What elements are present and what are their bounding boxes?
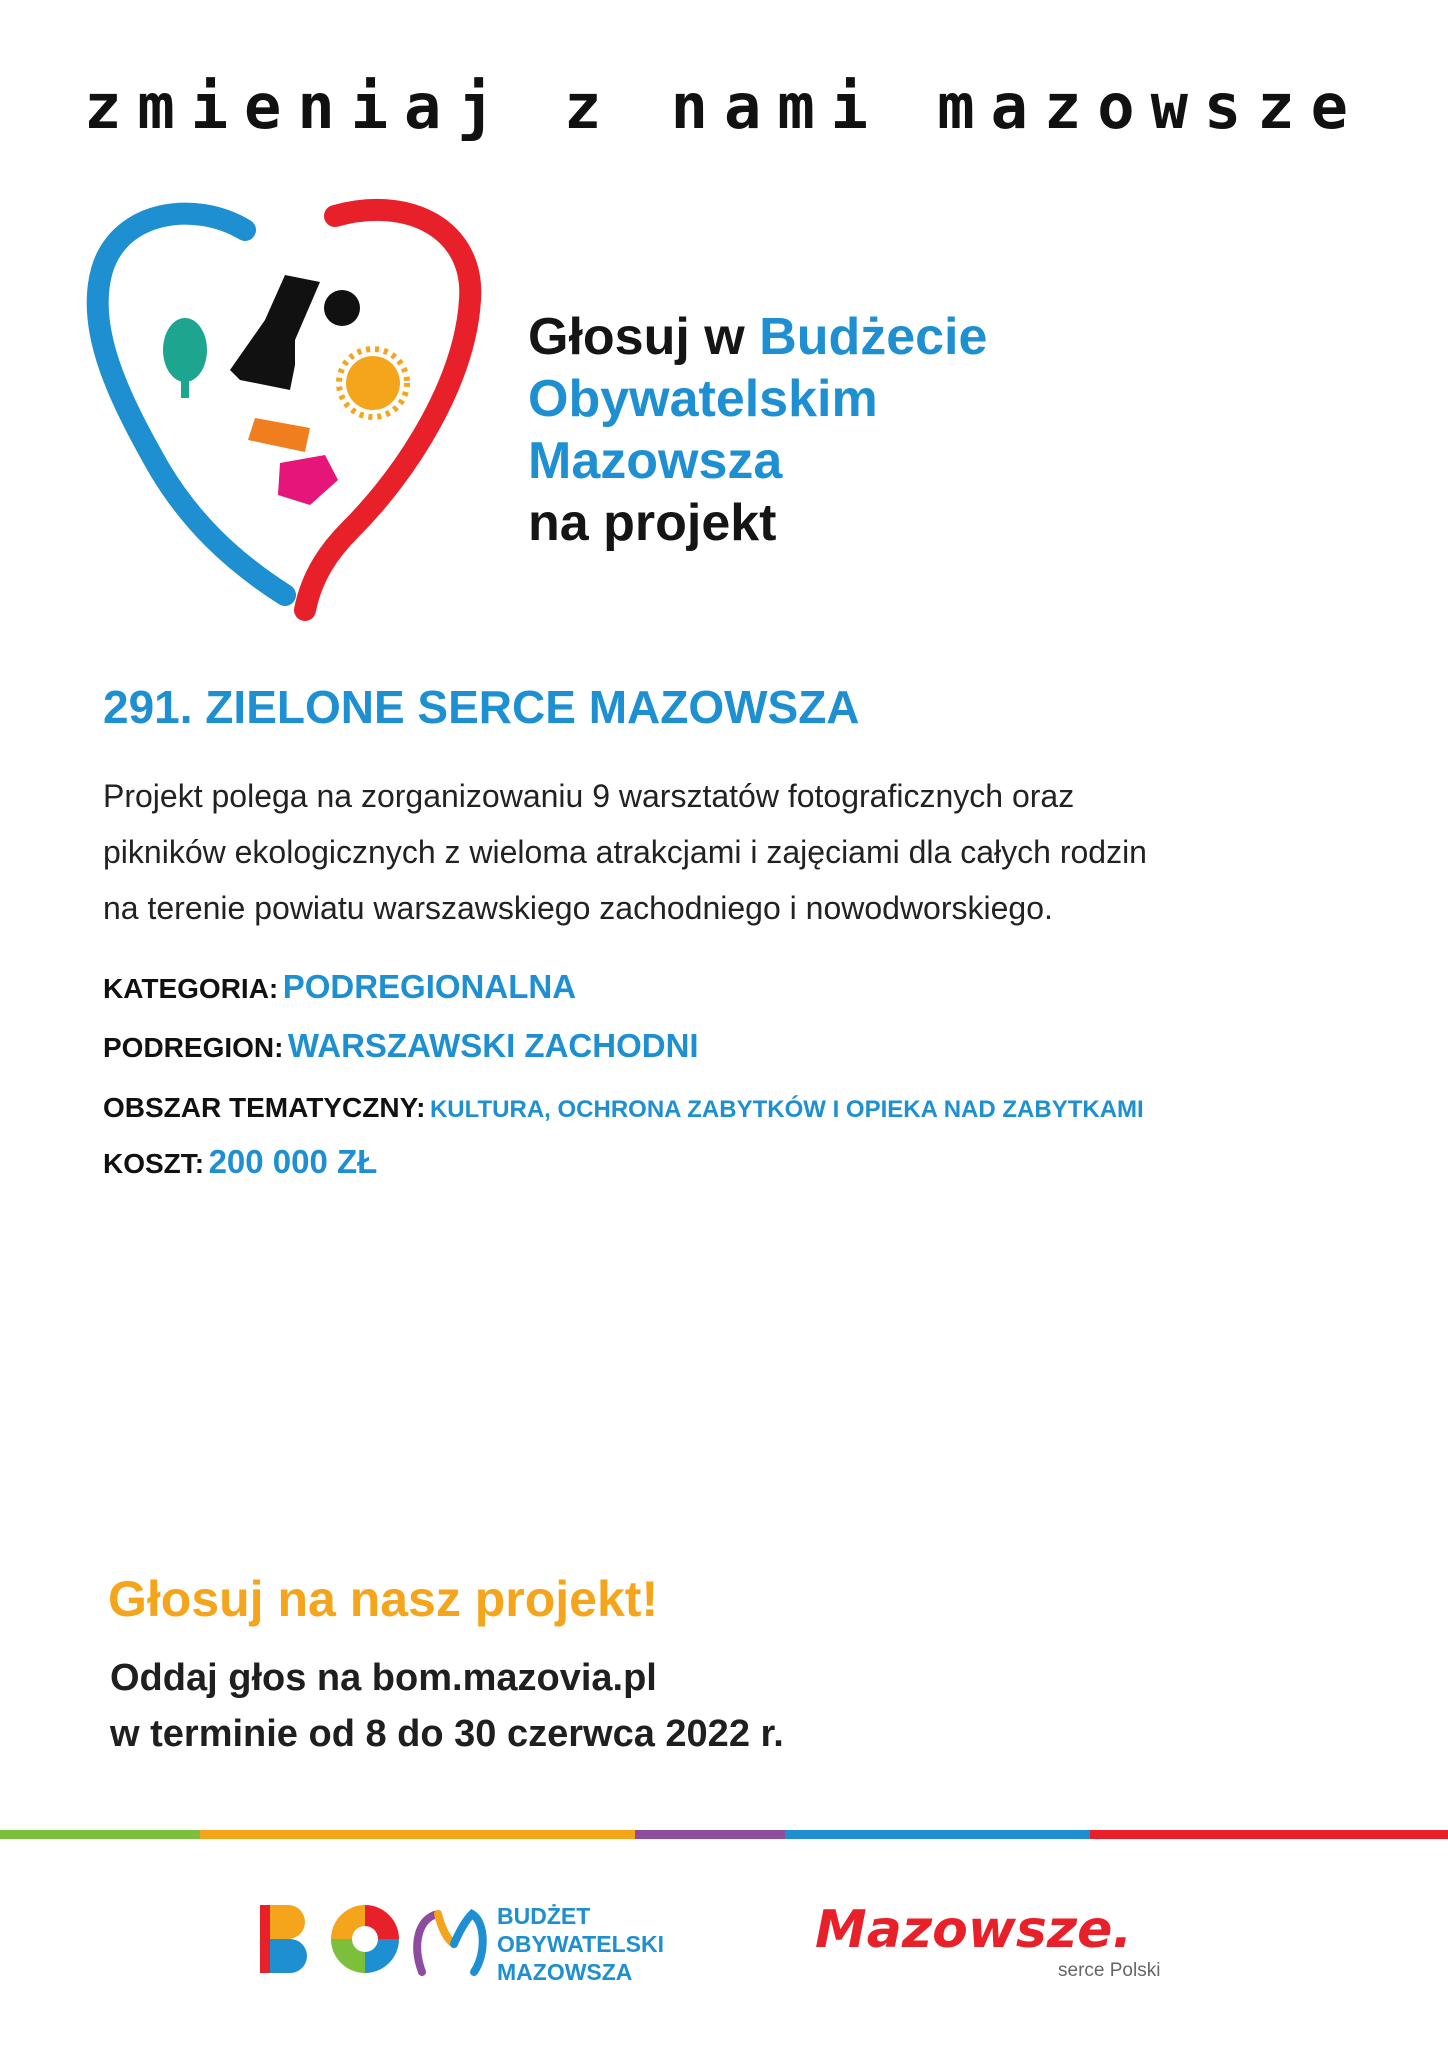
- strip-red: [1090, 1830, 1448, 1839]
- intro-line1-dark: Głosuj w: [528, 308, 760, 366]
- strip-purple: [635, 1830, 785, 1839]
- project-description: [103, 768, 1363, 936]
- bom-text-line: MAZOWSZA: [497, 1959, 633, 1985]
- description-line: na terenie powiatu warszawskiego zachodniego i nowodworskiego.: [103, 890, 1053, 926]
- project-title: 291. ZIELONE SERCE MAZOWSZA: [103, 681, 860, 733]
- strip-orange: [200, 1830, 635, 1839]
- category-value: PODREGIONALNA: [282, 968, 577, 1005]
- strip-blue: [785, 1830, 1090, 1839]
- bom-logo: [260, 1900, 490, 1980]
- mouth-orange: [248, 418, 310, 452]
- nose-shape: [230, 275, 320, 390]
- cost-value: 200 000 ZŁ: [208, 1143, 378, 1180]
- meta-subregion: [103, 1027, 699, 1065]
- cta-text: [110, 1650, 784, 1762]
- area-value: KULTURA, OCHRONA ZABYTKÓW I OPIEKA NAD ZABYTKAMI: [429, 1096, 1144, 1123]
- cta-line1: Oddaj głos na bom.mazovia.pl: [110, 1657, 657, 1699]
- subregion-value: WARSZAWSKI ZACHODNI: [287, 1027, 699, 1064]
- heart-right-stroke: [305, 210, 470, 610]
- mouth-pink: [278, 455, 338, 505]
- intro-line2: Obywatelskim: [528, 370, 878, 428]
- heart-left-stroke: [98, 214, 285, 595]
- sun-icon: [339, 349, 407, 417]
- color-strip: [0, 1830, 1448, 1839]
- category-label: KATEGORIA:: [103, 973, 279, 1004]
- heart-face-logo: [80, 190, 500, 630]
- cta-line2: w terminie od 8 do 30 czerwca 2022 r.: [110, 1713, 784, 1755]
- strip-green: [0, 1830, 200, 1839]
- intro-line4: na projekt: [528, 494, 777, 552]
- subregion-label: PODREGION:: [103, 1032, 284, 1063]
- cta-heading: Głosuj na nasz projekt!: [108, 1571, 659, 1627]
- bom-letter-o: [331, 1905, 399, 1973]
- cost-label: KOSZT:: [103, 1148, 205, 1179]
- bom-text-line: OBYWATELSKI: [497, 1931, 664, 1957]
- bom-letter-m: [417, 1914, 483, 1972]
- mazowsze-logo: [815, 1895, 1195, 1965]
- header-slogan: zmieniaj z nami mazowsze: [84, 70, 1364, 143]
- intro-line3: Mazowsza: [528, 432, 783, 490]
- meta-area: [103, 1092, 1144, 1124]
- description-line: Projekt polega na zorganizowaniu 9 warsztatów fotograficznych oraz: [103, 778, 1075, 814]
- tree-icon: [163, 318, 207, 398]
- area-label: OBSZAR TEMATYCZNY:: [103, 1092, 426, 1123]
- bom-text-line: BUDŻET: [497, 1903, 591, 1929]
- bom-text: [497, 1902, 664, 1986]
- intro-line1-blue: Budżecie: [759, 308, 988, 366]
- intro-heading: [528, 306, 987, 554]
- eye-dot: [324, 290, 360, 326]
- meta-cost: [103, 1143, 377, 1181]
- description-line: pikników ekologicznych z wieloma atrakcjami i zajęciami dla całych rodzin: [103, 834, 1147, 870]
- bom-letter-b: [260, 1905, 307, 1973]
- mazowsze-logo-text: Mazowsze.: [815, 1900, 1133, 1960]
- mazowsze-tagline: serce Polski: [1058, 1960, 1161, 1981]
- meta-category: [103, 968, 576, 1006]
